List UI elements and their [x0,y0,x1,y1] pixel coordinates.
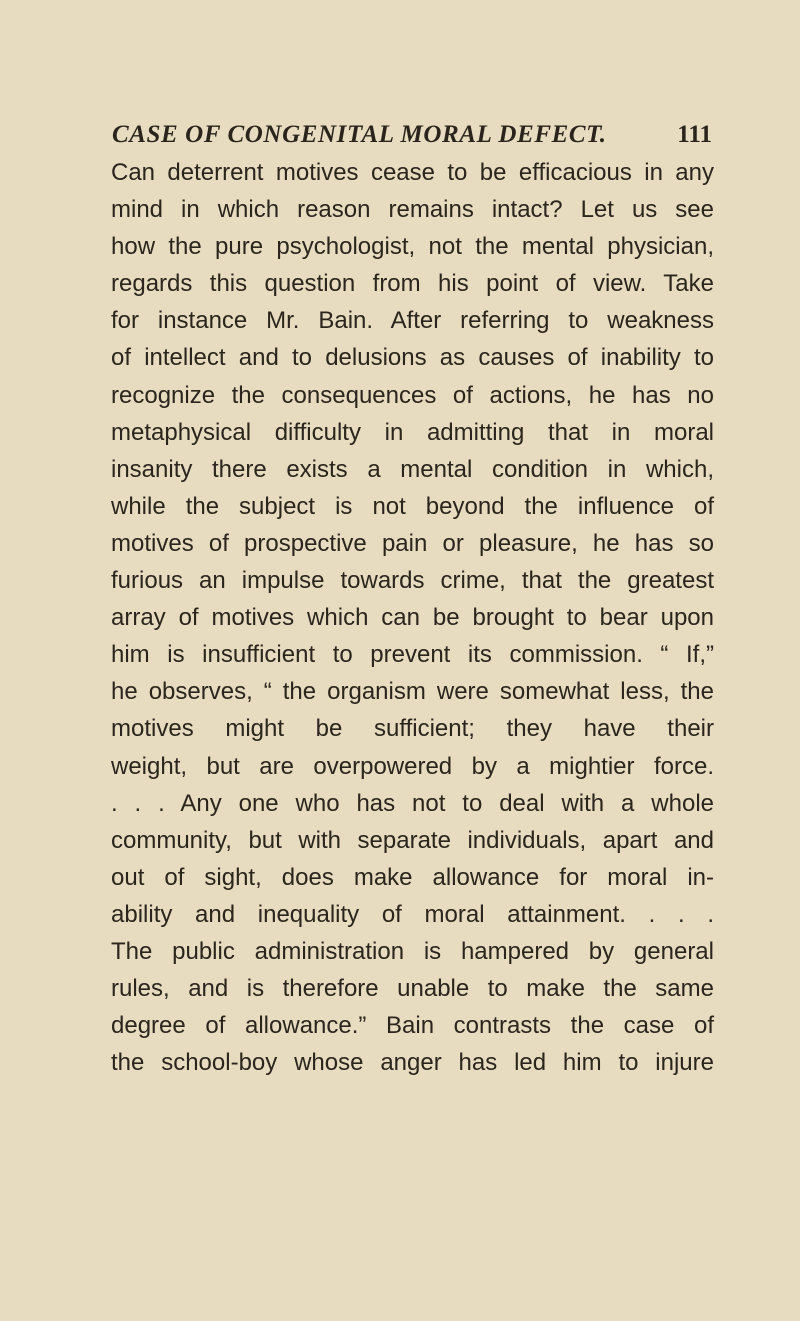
text-line: motives of prospective pain or pleasure, he has so [111,529,714,557]
text-line: . . . Any one who has not to deal with a whole [111,789,714,817]
text-line: mind in which reason remains intact? Let us see [111,196,714,224]
text-line: degree of allowance.” Bain contrasts the case of [111,1012,714,1040]
text-line: motives might be sufficient; they have their [111,715,714,743]
text-line: for instance Mr. Bain. After referring to weakness [111,307,714,335]
text-line: weight, but are overpowered by a mightier force. [111,752,714,780]
text-line: rules, and is therefore unable to make the same [111,975,714,1003]
text-line: the school-boy whose anger has led him to injure [111,1049,714,1077]
text-line: him is insufficient to prevent its commission. “ If,” [111,641,714,669]
text-line: array of motives which can be brought to bear upon [111,604,714,632]
text-line: Can deterrent motives cease to be efficacious in any [111,159,714,186]
text-line: out of sight, does make allowance for moral in- [111,863,714,891]
text-line: The public administration is hampered by general [111,937,714,965]
text-line: of intellect and to delusions as causes of inability to [111,344,714,372]
text-line: while the subject is not beyond the influence of [111,492,714,520]
text-line: insanity there exists a mental condition in which, [111,455,714,483]
text-line: furious an impulse towards crime, that the greatest [111,567,714,595]
page-header [112,117,712,153]
text-line: recognize the consequences of actions, he has no [111,381,714,409]
text-line: community, but with separate individuals, apart and [111,826,714,854]
running-head: CASE OF CONGENITAL MORAL DEFECT. [112,121,607,148]
text-line: regards this question from his point of view. Take [111,270,714,298]
text-line: how the pure psychologist, not the mental physician, [111,233,714,261]
text-line: he observes, “ the organism were somewhat less, the [111,678,714,706]
text-line: metaphysical difficulty in admitting that in moral [111,418,714,446]
body-text [111,154,714,1081]
text-line: ability and inequality of moral attainment. . . . [111,900,714,928]
page-number: 111 [677,121,712,148]
